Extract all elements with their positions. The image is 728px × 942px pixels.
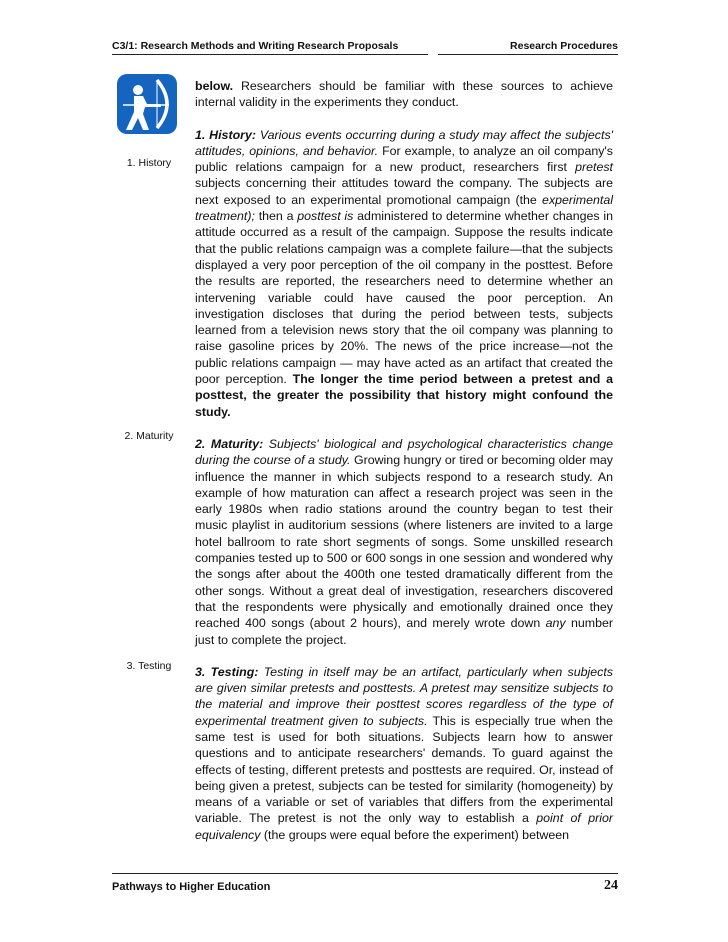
page-header bbox=[112, 40, 618, 56]
body-text bbox=[195, 78, 613, 843]
maturity-paragraph: 2. Maturity: Subjects' biological and psychological characteristics change during the course of a study. Growing hungry or tired or becoming older may influence the manner in which subjects respond to a research study. An example of how maturation can affect a research project was seen in the early 1980s when radio stations around the country began to test their music playlist in auditorium sessions (where listeners are invited to a large hotel ballroom to rate short segments of songs. Some unskilled research companies tested up to 500 or 600 songs in one session and wondered why the songs after about the 400th one tested dramatically different from the other songs. Without a great deal of investigation, researchers discovered that the respondents were physically and emotionally drained once they reached 400 songs (about 2 hours), and merely wrote down any number just to complete the project. bbox=[195, 436, 614, 647]
history-heading: 1. History: bbox=[195, 127, 256, 142]
side-label-history: 1. History bbox=[126, 157, 172, 169]
side-label-maturity: 2. Maturity bbox=[124, 430, 174, 442]
header-right: Research Procedures bbox=[438, 40, 618, 55]
side-label-testing: 3. Testing bbox=[126, 660, 172, 672]
page-number: 24 bbox=[604, 878, 618, 893]
testing-paragraph: 3. Testing: Testing in itself may be an artifact, particularly when subjects are given similar pretests and posttests. A pretest may sensitize subjects to the material and improve their posttest scores regardless of the type of experimental treatment given to subjects. This is especially true when the same test is used for both situations. Subjects learn how to answer questions and to anticipate researchers' demands. To guard against the effects of testing, different pretests and posttests are required. Or, instead of being given a pretest, subjects can be tested for similarity (homogeneity) by means of a variable or set of variables that differs from the experimental variable. The pretest is not the only way to establish a point of prior equivalency (the groups were equal before the experiment) between bbox=[195, 664, 614, 842]
header-left: C3/1: Research Methods and Writing Research Proposals bbox=[112, 40, 428, 55]
history-paragraph: 1. History: Various events occurring during a study may affect the subjects' attitudes, opinions, and behavior. For example, to analyze an oil company's public relations campaign for a new product, researchers first pretest subjects concerning their attitudes toward the company. The subjects are next exposed to an experimental promotional campaign (the experimental treatment); then a posttest is administered to determine whether changes in attitude occurred as a result of the campaign. Suppose the results indicate that the public relations campaign was a complete failure—that the subjects displayed a very poor perception of the oil company in the posttest. Before the results are reported, the researchers need to determine whether an intervening variable could have caused the poor perception. An investigation discloses that during the period between tests, subjects learned from a television news story that the oil company was planning to raise gasoline prices by 20%. The news of the price increase—not the public relations campaign — may have acted as an artifact that created the poor perception. The longer the time period between a pretest and a posttest, the greater the possibility that history might confound the study. bbox=[195, 127, 614, 419]
testing-heading: 3. Testing: bbox=[195, 664, 259, 679]
footer-title: Pathways to Higher Education bbox=[112, 881, 271, 893]
intro-paragraph: below. Researchers should be familiar with these sources to achieve internal validity in the experiments they conduct. bbox=[195, 79, 613, 110]
archer-icon bbox=[117, 74, 177, 134]
maturity-heading: 2. Maturity: bbox=[195, 436, 264, 451]
page-footer bbox=[112, 873, 618, 895]
